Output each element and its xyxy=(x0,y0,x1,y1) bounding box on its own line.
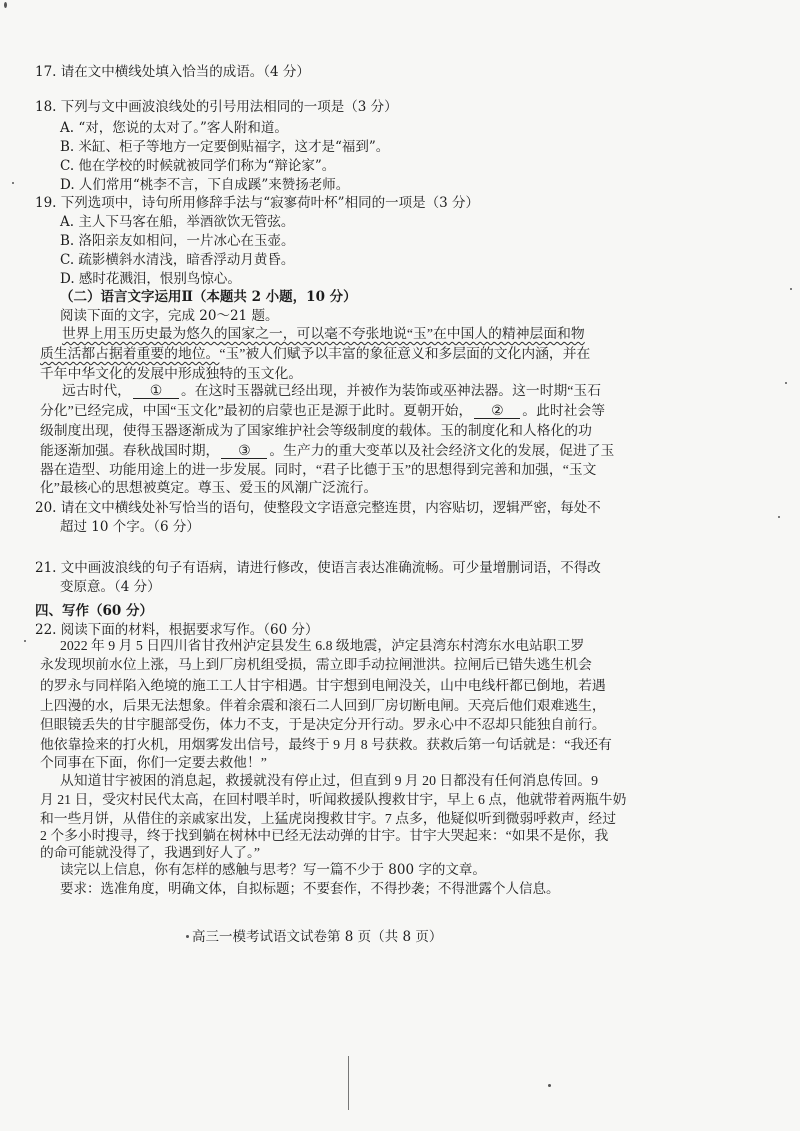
scan-speck xyxy=(4,2,7,8)
passage-text: 远古时代， xyxy=(62,383,131,398)
question-21-stem: 21. 文中画波浪线的句子有语病，请进行修改，使语言表达准确流畅。可少量增删词语，不得改 xyxy=(35,560,601,576)
passage-text: “玉”被人们赋予以丰富的象征意义和多层面的文化内涵，并在 xyxy=(219,346,591,361)
passage-line: 化”最核心的思想被奠定。尊玉、爱玉的风潮广泛流行。 xyxy=(40,480,378,495)
question-18-option-c: C. 他在学校的时候就被同学们称为“辩论家”。 xyxy=(60,158,336,174)
passage-text: 。此时社会等 xyxy=(522,403,606,418)
question-22-stem: 22. 阅读下面的材料，根据要求写作。（60 分） xyxy=(35,622,319,638)
scan-speck xyxy=(778,516,780,518)
material-line: 和一些月饼，从借住的亲戚家出发，上猛虎岗搜救甘宇。7 点多，他疑似听到微弱呼救声，经过 xyxy=(40,811,617,826)
scan-speck xyxy=(186,935,189,938)
question-18-stem: 18. 下列与文中画波浪线处的引号用法相同的一项是（3 分） xyxy=(35,99,398,115)
passage-line xyxy=(40,442,614,460)
scan-speck xyxy=(12,182,14,184)
scan-speck xyxy=(24,640,26,642)
material-line: 月 21 日，受灾村民代太高，在回村喂羊时，听闻救援队搜救甘宇，早上 6 点，他就带着两瓶牛奶 xyxy=(40,792,627,807)
material-line: 2022 年 9 月 5 日四川省甘孜州泸定县发生 6.8 级地震，泸定县湾东村湾东水电站职工罗 xyxy=(60,638,585,653)
section-4-title: 四、写作（60 分） xyxy=(35,603,153,619)
scan-line xyxy=(348,1056,349,1110)
blank-3: ③ xyxy=(221,443,267,459)
question-21-stem-cont: 变原意。（4 分） xyxy=(60,579,161,595)
question-18-option-d: D. 人们常用“桃李不言，下自成蹊”来赞扬老师。 xyxy=(60,177,350,193)
passage-text: 。在这时玉器就已经出现，并被作为装饰或巫神法器。这一时期“玉石 xyxy=(180,383,602,398)
passage-line xyxy=(40,345,590,363)
question-18-option-b: B. 米缸、柜子等地方一定要倒贴福字，这才是“福到”。 xyxy=(60,139,390,155)
passage-line xyxy=(62,382,601,400)
question-20-stem-cont: 超过 10 个字。（6 分） xyxy=(60,519,200,535)
question-19-option-a: A. 主人下马客在船，举酒欲饮无管弦。 xyxy=(60,214,295,230)
wavy-sentence: 世界上用玉历史最为悠久的国家之一，可以毫不夸张地说“玉”在中国人的精神层面和物 xyxy=(62,326,585,341)
blank-1: ① xyxy=(133,383,179,399)
scan-speck xyxy=(790,288,792,290)
blank-2: ② xyxy=(474,403,520,419)
material-line: 个同事在下面，你们一定要去救他！” xyxy=(40,755,267,770)
question-18-option-a: A. “对，您说的太对了。”客人附和道。 xyxy=(60,120,288,136)
material-line: 上四漫的水，后果无法想象。伴着余震和滚石二人回到厂房切断电闸。天亮后他们艰难逃生， xyxy=(40,698,606,713)
question-20-stem: 20. 请在文中横线处补写恰当的语句，使整段文字语意完整连贯，内容贴切，逻辑严密，每处不 xyxy=(35,500,601,516)
passage-text: 分化”已经完成，中国“玉文化”最初的启蒙也正是源于此时。夏朝开始， xyxy=(40,403,473,418)
passage-line xyxy=(62,325,585,343)
material-line: 永发现坝前水位上涨，马上到厂房机组受损，需立即手动拉闸泄洪。拉闸后已错失逃生机会 xyxy=(40,657,592,672)
material-line: 的命可能就没得了，我遇到好人了。” xyxy=(40,845,260,860)
section-2-instruction: 阅读下面的文字，完成 20～21 题。 xyxy=(60,308,279,324)
section-2-title: （二）语言文字运用Ⅱ（本题共 2 小题，10 分） xyxy=(60,289,357,305)
question-19-option-d: D. 感时花溅泪，恨别鸟惊心。 xyxy=(60,271,241,287)
writing-prompt: 读完以上信息，你有怎样的感触与思考？写一篇不少于 800 字的文章。 xyxy=(60,862,486,878)
material-line: 从知道甘宇被困的消息起，救援就没有停止过，但直到 9 月 20 日都没有任何消息传回。9 xyxy=(60,773,599,788)
scan-speck xyxy=(548,1084,551,1087)
passage-line: 级制度出现，使得玉器逐渐成为了国家维护社会等级制度的载体。玉的制度化和人格化的功 xyxy=(40,423,592,438)
page-footer: 高三一模考试语文试卷第 8 页（共 8 页） xyxy=(192,929,443,945)
wavy-sentence: 质生活都占据着重要的地位。 xyxy=(40,346,220,361)
material-line: 的罗永与同样陷入绝境的施工工人甘宇相遇。甘宇想到电闸没关，山中电线杆都已倒地，若遇 xyxy=(40,678,606,693)
passage-line xyxy=(40,402,605,420)
passage-text: 。生产力的重大变革以及社会经济文化的发展，促进了玉 xyxy=(269,443,615,458)
passage-text: 能逐渐加强。春秋战国时期， xyxy=(40,443,220,458)
passage-line: 器在造型、功能用途上的进一步发展。同时，“君子比德于玉”的思想得到完善和加强，“玉文 xyxy=(40,462,597,477)
material-line: 他依靠捡来的打火机，用烟雾发出信号，最终于 9 月 8 号获救。获救后第一句话就是：“我还有 xyxy=(40,737,612,752)
question-19-option-c: C. 疏影横斜水清浅，暗香浮动月黄昏。 xyxy=(60,252,295,268)
passage-line: 千年中华文化的发展中形成独特的玉文化。 xyxy=(40,366,303,381)
question-19-option-b: B. 洛阳亲友如相问，一片冰心在玉壶。 xyxy=(60,233,295,249)
writing-requirements: 要求：选准角度，明确文体，自拟标题；不要套作，不得抄袭；不得泄露个人信息。 xyxy=(60,881,560,897)
material-line: 2 个多小时搜寻，终于找到躺在树林中已经无法动弹的甘宇。甘宇大哭起来：“如果不是你，我 xyxy=(40,828,609,843)
question-17: 17. 请在文中横线处填入恰当的成语。（4 分） xyxy=(35,64,310,80)
material-line: 但眼镜丢失的甘宇腿部受伤，体力不支，于是决定分开行动。罗永心中不忍却只能独自前行。 xyxy=(40,717,606,732)
question-19-stem: 19. 下列选项中，诗句所用修辞手法与“寂寥荷叶杯”相同的一项是（3 分） xyxy=(35,195,479,211)
scan-speck xyxy=(785,382,787,384)
